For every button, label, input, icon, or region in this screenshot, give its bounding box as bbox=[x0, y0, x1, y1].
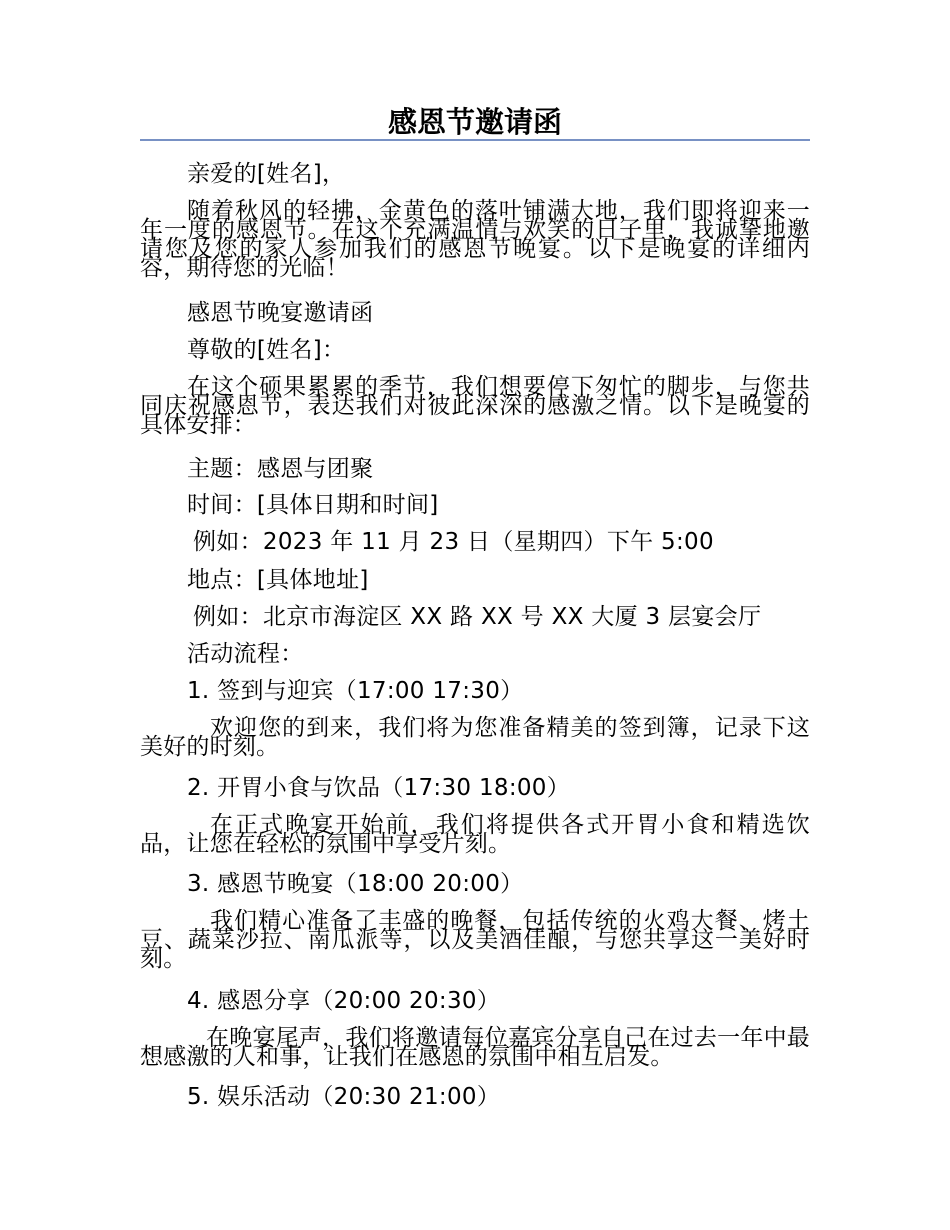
program-item-heading: 1. 签到与迎宾（17:00 17:30） bbox=[187, 678, 524, 704]
program-item-heading: 5. 娱乐活动（20:30 21:00） bbox=[187, 1084, 501, 1110]
salutation: 尊敬的[姓名]： bbox=[187, 337, 346, 363]
location-line: 地点：[具体地址] bbox=[187, 567, 369, 593]
title-underline bbox=[140, 139, 810, 141]
document-title: 感恩节邀请函 bbox=[387, 105, 562, 139]
program-item-body: 在正式晚宴开始前，我们将提供各式开胃小食和精选饮品，让您在轻松的氛围中享受片刻。 bbox=[140, 812, 810, 857]
program-item-heading: 3. 感恩节晚宴（18:00 20:00） bbox=[187, 871, 524, 897]
time-example: 例如：2023 年 11 月 23 日（星期四）下午 5:00 bbox=[193, 529, 714, 555]
greeting: 亲爱的[姓名]， bbox=[187, 161, 346, 187]
location-example: 例如：北京市海淀区 XX 路 XX 号 XX 大厦 3 层宴会厅 bbox=[193, 604, 762, 630]
time-line: 时间：[具体日期和时间] bbox=[187, 492, 439, 518]
program-item-body: 我们精心准备了丰盛的晚餐，包括传统的火鸡大餐、烤土豆、蔬菜沙拉、南瓜派等，以及美酒佳酿，与您共享这一美好时刻。 bbox=[140, 908, 810, 972]
sub-title: 感恩节晚宴邀请函 bbox=[187, 300, 374, 326]
program-item-body: 欢迎您的到来，我们将为您准备精美的签到簿，记录下这美好的时刻。 bbox=[140, 715, 810, 760]
program-item-heading: 2. 开胃小食与饮品（17:30 18:00） bbox=[187, 775, 571, 801]
intro-paragraph: 随着秋风的轻拂，金黄色的落叶铺满大地，我们即将迎来一年一度的感恩节。在这个充满温情与欢笑的日子里，我诚挚地邀请您及您的家人参加我们的感恩节晚宴。以下是晚宴的详细内容，期待您的光临！ bbox=[140, 198, 810, 281]
program-item-body: 在晚宴尾声，我们将邀请每位嘉宾分享自己在过去一年中最想感激的人和事，让我们在感恩的氛围中相互启发。 bbox=[140, 1025, 810, 1070]
theme-line: 主题：感恩与团聚 bbox=[187, 456, 374, 482]
program-item-heading: 4. 感恩分享（20:00 20:30） bbox=[187, 988, 501, 1014]
opening-paragraph: 在这个硕果累累的季节，我们想要停下匆忙的脚步，与您共同庆祝感恩节，表达我们对彼此深深的感激之情。以下是晚宴的具体安排： bbox=[140, 374, 810, 438]
program-heading: 活动流程： bbox=[187, 641, 304, 667]
